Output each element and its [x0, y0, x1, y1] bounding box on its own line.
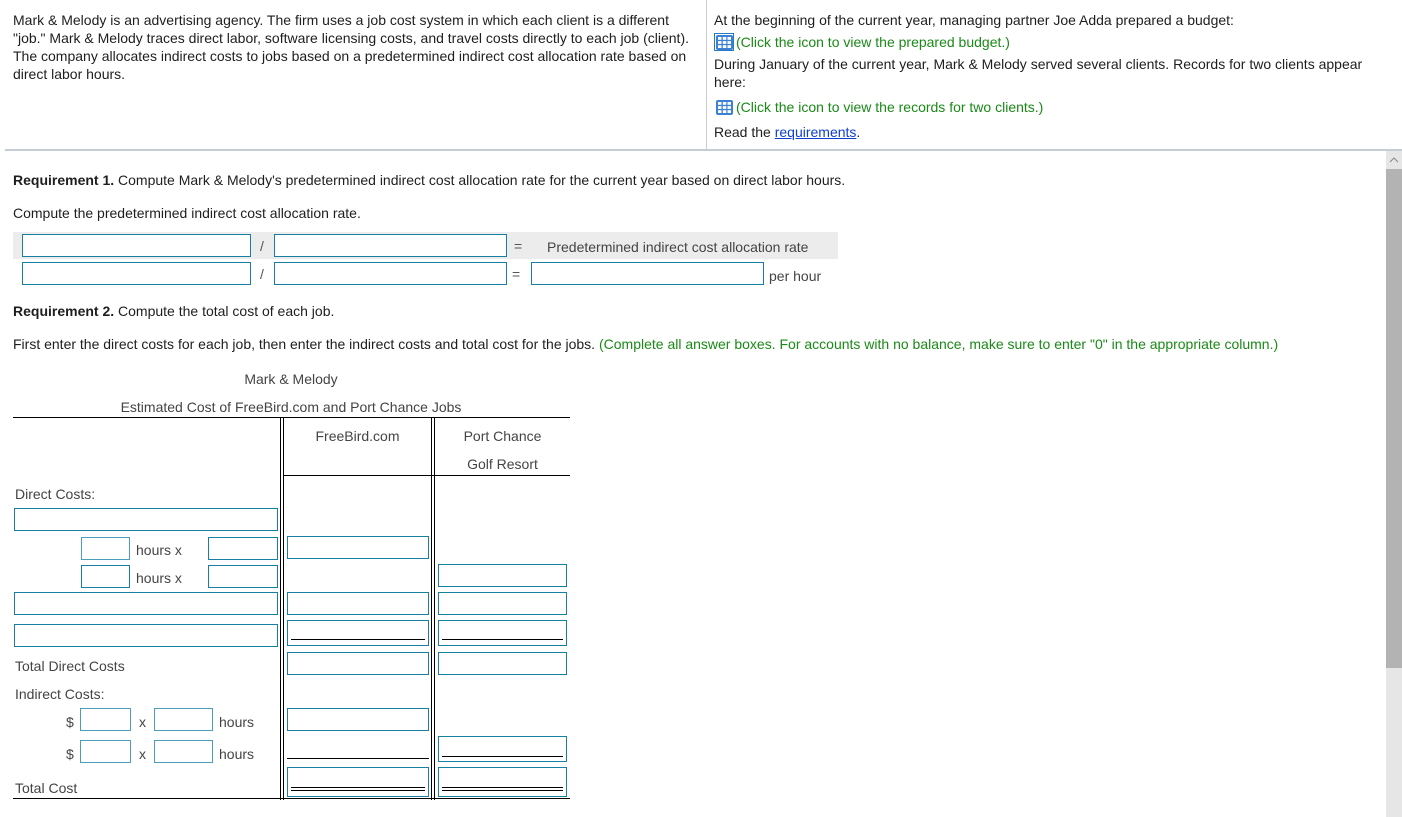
direct-cost-label-input[interactable]: [14, 592, 278, 615]
requirement-1-text: Compute Mark & Melody's predetermined indirect cost allocation rate for the current year based on direct labor hours.: [114, 172, 846, 188]
labor-hours-input[interactable]: [81, 565, 130, 588]
rate-numerator-label-input[interactable]: [22, 234, 251, 257]
hours-label: hours: [219, 714, 255, 730]
indirect-rate-input[interactable]: [80, 708, 131, 731]
port-chance-direct-cost-input[interactable]: [438, 620, 567, 646]
indirect-hours-input[interactable]: [154, 708, 213, 731]
freebird-indirect-cost-input[interactable]: [287, 708, 429, 731]
freebird-direct-cost-input[interactable]: [287, 592, 429, 615]
total-double-rule: [291, 787, 425, 791]
hours-x-label: hours x: [136, 570, 182, 586]
times-sign: x: [139, 746, 146, 762]
table-title: Estimated Cost of FreeBird.com and Port Chance Jobs: [120, 399, 462, 415]
section-divider: [5, 149, 1402, 151]
hours-x-label: hours x: [136, 542, 182, 558]
scroll-up-button[interactable]: [1386, 151, 1402, 169]
direct-costs-label: Direct Costs:: [15, 486, 96, 502]
port-chance-labor-cost-input[interactable]: [438, 564, 567, 587]
problem-info-panel: [714, 11, 1394, 145]
total-cost-label: Total Cost: [15, 780, 78, 796]
subtotal-rule: [291, 639, 425, 640]
problem-description: Mark & Melody is an advertising agency. The firm uses a job cost system in which each client is a different "job." Mark & Melody traces direct labor, software licensing costs, and travel costs directly to each job (client). The company allocates indirect costs to jobs based on a predetermined indirect cost allocation rate based on direct labor hours.: [13, 12, 689, 82]
requirement-1-heading: [13, 172, 845, 188]
read-suffix: .: [856, 124, 861, 140]
requirement-1-instruction: Compute the predetermined indirect cost allocation rate.: [13, 205, 361, 221]
port-chance-indirect-cost-input[interactable]: [438, 736, 567, 762]
port-chance-direct-cost-input[interactable]: [438, 592, 567, 615]
column-header-port-chance-line1: Port Chance: [463, 428, 542, 444]
budget-intro: At the beginning of the current year, managing partner Joe Adda prepared a budget:: [714, 12, 1234, 28]
read-requirements-row: [714, 119, 1394, 145]
requirement-2-label: Requirement 2.: [13, 303, 115, 319]
port-chance-total-direct-input[interactable]: [438, 652, 567, 675]
subtotal-rule: [442, 756, 563, 757]
table-bottom-rule: [13, 798, 570, 799]
budget-link-row[interactable]: [714, 29, 1394, 55]
instruction-text: First enter the direct costs for each job, then enter the indirect costs and total cost for the jobs.: [13, 336, 599, 352]
rate-result-input[interactable]: [531, 262, 764, 285]
labor-hours-input[interactable]: [81, 537, 130, 560]
times-sign: x: [139, 714, 146, 730]
subtotal-rule: [287, 758, 429, 759]
records-intro: During January of the current year, Mark & Melody served several clients. Records for two clients appear here:: [714, 56, 1363, 90]
table-company-name: Mark & Melody: [244, 371, 338, 387]
port-chance-total-cost-input[interactable]: [438, 767, 567, 797]
subtotal-rule: [442, 639, 563, 640]
records-link[interactable]: (Click the icon to view the records for two clients.): [736, 99, 1044, 115]
divide-sign: /: [260, 266, 264, 282]
labor-rate-input[interactable]: [208, 537, 278, 560]
dollar-sign: $: [66, 746, 74, 762]
requirement-1-label: Requirement 1.: [13, 172, 115, 188]
rate-result-label: Predetermined indirect cost allocation rate: [547, 239, 809, 255]
total-double-rule: [442, 787, 563, 791]
rate-numerator-input[interactable]: [22, 262, 251, 285]
column-header-freebird: FreeBird.com: [315, 428, 400, 444]
requirement-2-instruction: [13, 336, 1278, 352]
table-grid-icon[interactable]: [714, 98, 734, 116]
freebird-total-cost-input[interactable]: [287, 767, 429, 797]
indirect-costs-label: Indirect Costs:: [15, 686, 105, 702]
table-top-rule: [13, 417, 570, 418]
indirect-rate-input[interactable]: [80, 740, 131, 763]
direct-cost-label-input[interactable]: [14, 624, 278, 647]
freebird-labor-cost-input[interactable]: [287, 536, 429, 559]
read-prefix: Read the: [714, 124, 775, 140]
requirement-2-text: Compute the total cost of each job.: [114, 303, 335, 319]
chevron-up-icon: [1389, 157, 1399, 163]
header-bottom-rule: [284, 475, 570, 476]
dollar-sign: $: [66, 714, 74, 730]
hours-label: hours: [219, 746, 255, 762]
per-hour-unit: per hour: [769, 268, 822, 284]
budget-link[interactable]: (Click the icon to view the prepared budget.): [736, 34, 1010, 50]
requirements-link[interactable]: requirements: [774, 124, 857, 140]
records-link-row[interactable]: [714, 95, 1394, 119]
direct-cost-label-input[interactable]: [14, 508, 278, 531]
rate-denominator-input[interactable]: [274, 262, 507, 285]
labor-rate-input[interactable]: [208, 565, 278, 588]
table-grid-icon[interactable]: [714, 33, 734, 51]
equals-sign: =: [514, 238, 523, 254]
instruction-hint: (Complete all answer boxes. For accounts with no balance, make sure to enter "0" in the appropriate column.): [598, 336, 1279, 352]
total-direct-costs-label: Total Direct Costs: [15, 658, 125, 674]
rate-denominator-label-input[interactable]: [274, 234, 507, 257]
divide-sign: /: [260, 238, 264, 254]
equals-sign: =: [512, 266, 521, 282]
indirect-hours-input[interactable]: [154, 740, 213, 763]
column-divider: [706, 0, 707, 149]
column-header-port-chance-line2: Golf Resort: [467, 456, 538, 472]
freebird-direct-cost-input[interactable]: [287, 620, 429, 646]
freebird-total-direct-input[interactable]: [287, 652, 429, 675]
requirement-2-heading: [13, 303, 334, 319]
scrollbar-thumb[interactable]: [1386, 169, 1402, 668]
